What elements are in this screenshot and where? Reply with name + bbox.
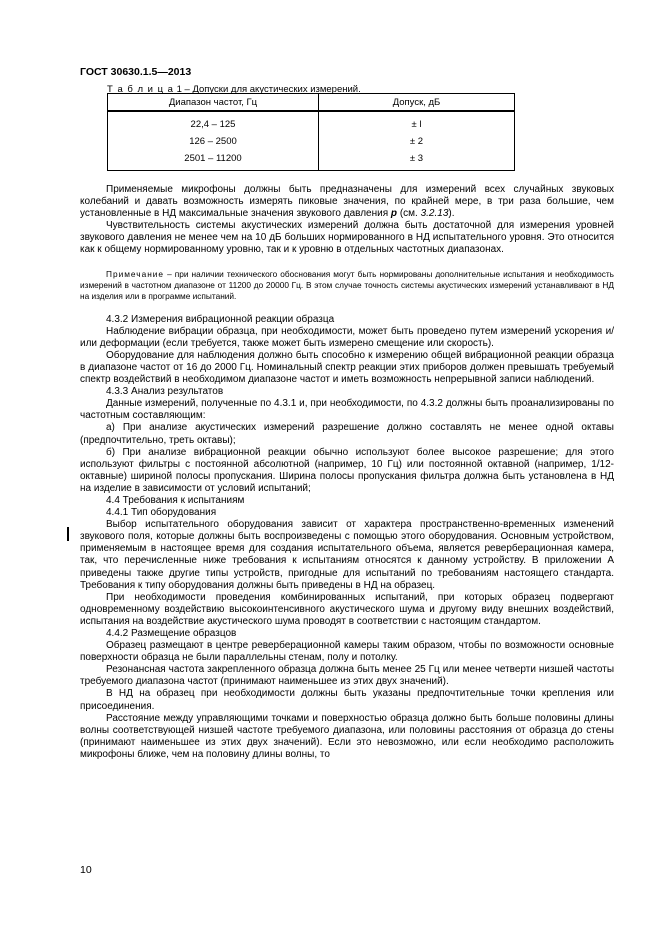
table-cell: 2501 – 11200 bbox=[108, 150, 319, 171]
paragraph: Образец размещают в центре реверберационной камеры таким образом, чтобы по возможности основные поверхности образца не были параллельны стенам, полу и потолку. bbox=[80, 640, 614, 664]
table-row bbox=[108, 111, 515, 133]
table-caption-label: Т а б л и ц а bbox=[107, 84, 174, 95]
paragraph-text: Применяемые микрофоны должны быть предназначены для измерений всех случайных звуковых колебаний и давать возможность измерять пиковые значения, по крайней мере, в три раза большие, чем установленные в НД максимальные значения звукового давления bbox=[80, 184, 614, 220]
paragraph: При необходимости проведения комбинированных испытаний, при которых образец подвергают одновременному воздействию высокоинтенсивного акустического шума и другому виду внешних воздействий, испытания на воздействие акустического шума проводят в соответствии с настоящим стандартом. bbox=[80, 591, 614, 627]
document-header: ГОСТ 30630.1.5—2013 bbox=[80, 66, 192, 78]
paragraph: Наблюдение вибрации образца, при необходимости, может быть проведено путем измерений ускорения и/или деформации (если требуется, также может быть измерено смещение или скорость). bbox=[80, 325, 614, 349]
section-heading: 4.4 Требования к испытаниям bbox=[106, 494, 245, 506]
page-number: 10 bbox=[80, 864, 92, 876]
paragraph: Выбор испытательного оборудования зависит от характера пространственно-временных изменений звукового поля, которые должны быть воспроизведены с помощью этого оборудования. Основным устройством, применяемым в настоящее время для создания испытательного объема, является реверберационная камера, так, что перечисленные ниже требования к испытаниям относятся к данному устройству. В приложении А приведены также другие типы устройств, пригодные для испытаний по требованиям настоящего стандарта. Требования к типу оборудования должны быть приведены в НД на образец. bbox=[80, 519, 614, 591]
tolerance-table bbox=[107, 93, 515, 171]
table-cell: ± 2 bbox=[319, 133, 515, 150]
paragraph: Данные измерений, полученные по 4.3.1 и, при необходимости, по 4.3.2 должны быть проанализированы по частотным составляющим: bbox=[80, 398, 614, 422]
paragraph: Резонансная частота закрепленного образца должна быть менее 25 Гц или менее четверти низшей частоты требуемого диапазона частот (принимают наименьшее из этих двух значений). bbox=[80, 664, 614, 688]
reference-number: 3.2.13 bbox=[420, 208, 449, 220]
paragraph bbox=[80, 184, 614, 220]
table-header-cell: Диапазон частот, Гц bbox=[108, 94, 319, 112]
section-heading: 4.4.2 Размещение образцов bbox=[106, 628, 237, 639]
paragraph: Чувствительность системы акустических измерений должна быть достаточной для измерения уровней звукового давления не менее чем на 10 дБ больших нормированного в НД испытательного уровня. Это относится как к общему нормированному уровню, так и к уровню в отдельных частотных диапазонах. bbox=[80, 220, 614, 256]
table-row bbox=[108, 133, 515, 150]
note bbox=[80, 269, 614, 302]
section-heading: 4.4.1 Тип оборудования bbox=[106, 507, 217, 519]
table-caption-text: 1 – Допуски для акустических измерений. bbox=[176, 84, 361, 95]
table-row bbox=[108, 150, 515, 171]
paragraph: В НД на образец при необходимости должны быть указаны предпочтительные точки крепления или присоединения. bbox=[80, 688, 614, 712]
section-heading: 4.3.2 Измерения вибрационной реакции образца bbox=[106, 313, 335, 325]
reference-end: ). bbox=[448, 208, 455, 220]
table-cell: 22,4 – 125 bbox=[108, 111, 319, 133]
section-heading: 4.3.3 Анализ результатов bbox=[106, 386, 224, 398]
document-body bbox=[80, 184, 614, 761]
table-cell: 126 – 2500 bbox=[108, 133, 319, 150]
paragraph: Оборудование для наблюдения должно быть способно к измерению общей вибрационной реакции образца в диапазоне частот от 16 до 2000 Гц. Номинальный спектр реакции этих приборов должен превышать требуемый спектр воздействий в необходимом диапазоне частот и иметь возможность непрерывной записи наблюдений. bbox=[80, 349, 614, 386]
table-cell: ± l bbox=[319, 111, 515, 133]
table-header-cell: Допуск, дБ bbox=[319, 94, 515, 112]
paragraph: Расстояние между управляющими точками и поверхностью образца должно быть больше половины длины волны соответствующей низшей частоте требуемого диапазона, или половины расстояния от образца до стены (принимают наименьшее из этих двух значений). Если это невозможно, или если необходимо расположить микрофоны ближе, чем на половину длины волны, то bbox=[80, 712, 614, 760]
list-item: а) При анализе акустических измерений разрешение должно составлять не менее одной октавы (предпочтительно, треть октавы); bbox=[80, 422, 614, 446]
note-label: Примечание bbox=[106, 268, 165, 279]
list-item: б) При анализе вибрационной реакции обычно используют более высокое разрешение; для этого используют фильтры с постоянной абсолютной (например, 10 Гц) или постоянной октавной (например, 1/12-октавные) шириной полосы пропускания. Ширина полосы пропускания фильтра должна быть установлена в НД на изделие в зависимости от условий испытаний; bbox=[80, 446, 614, 494]
pressure-symbol: р bbox=[390, 208, 398, 220]
note-text: – при наличии технического обоснования могут быть нормированы дополнительные испытания и необходимость измерений в частотном диапазоне от 11200 до 20000 Гц. В этом случае точность системы акустических измерений устанавливают в НД на изделия или в программе испытаний. bbox=[80, 268, 615, 301]
table-cell: ± 3 bbox=[319, 150, 515, 171]
reference-text: (см. bbox=[399, 208, 418, 220]
change-marker-bar bbox=[67, 527, 69, 541]
table-header-row bbox=[108, 94, 515, 112]
